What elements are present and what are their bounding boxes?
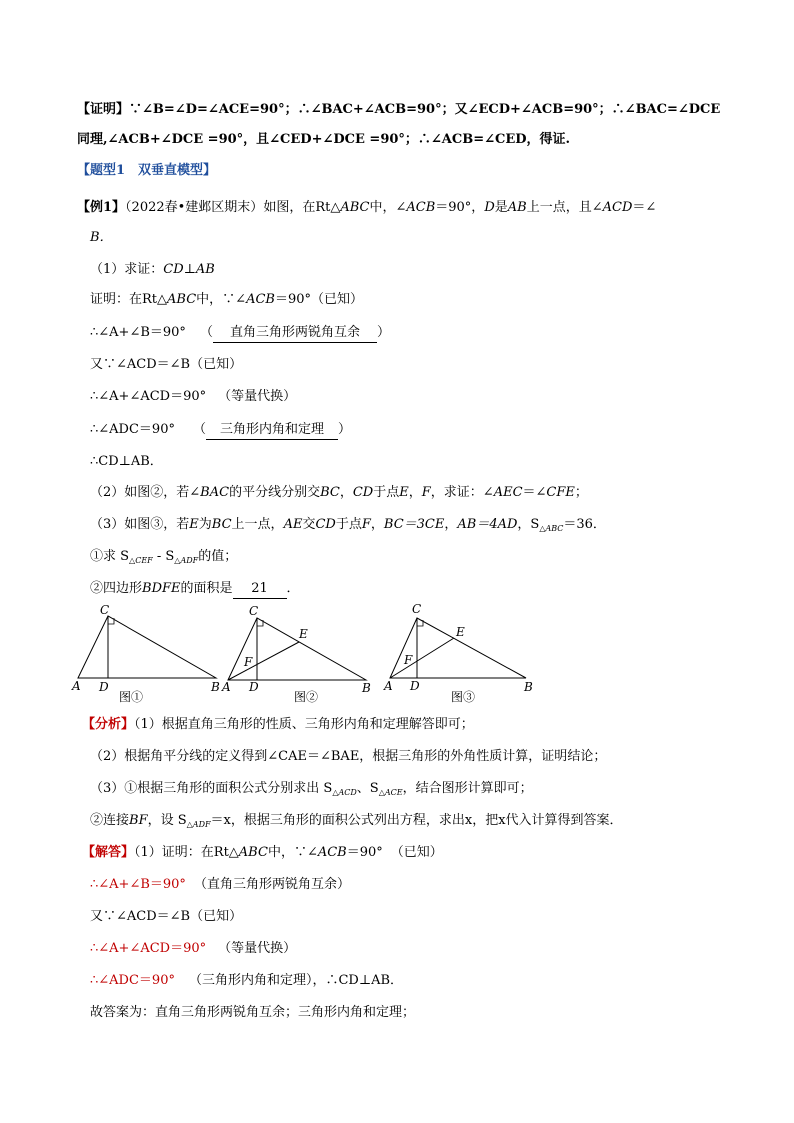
q3-part: ①求 S: [90, 549, 130, 564]
q2-math: BC: [320, 485, 340, 500]
answer-reason: （已知）: [390, 845, 443, 860]
fig2-label-d: D: [249, 680, 259, 694]
answer-reason: （三角形内角和定理），∴CD⊥AB．: [188, 973, 404, 988]
q1-step-paren: ）: [376, 325, 390, 340]
q2-math: CD: [352, 485, 374, 500]
fig3-label-a: A: [384, 679, 393, 693]
example-text: ＝∠: [632, 200, 657, 215]
q1-title-text: （1）求证：: [90, 262, 164, 277]
q3-math: BC＝3CE: [383, 517, 445, 532]
q2-math: AEC: [493, 485, 523, 500]
q2-part: ＝∠: [522, 485, 547, 500]
q1-title-math: CD⊥AB: [163, 262, 215, 277]
example-math: D: [484, 200, 495, 215]
fig1-caption: 图①: [119, 690, 144, 704]
answer-line-5: [90, 972, 403, 990]
proof-text-1: ∵∠B=∠D=∠ACE=90°；∴∠BAC+∠ACB=90°；又∠ECD+∠ACB=90°；∴∠BAC=∠DCE: [129, 102, 721, 117]
q1-step-1: [90, 324, 390, 343]
answer-text: ＝90°: [346, 845, 383, 860]
example-text: 上一点，且∠: [526, 200, 603, 215]
example-math: AB: [507, 200, 527, 215]
q3-part: 交: [302, 517, 316, 532]
q3-sub: △CEF: [129, 556, 153, 565]
q2-part: ，求证：∠: [430, 485, 494, 500]
q3-text: [90, 516, 606, 538]
q3-math: BDFE: [142, 581, 181, 596]
answer-reason: （直角三角形两锐角互余）: [193, 877, 350, 892]
analysis-line-1: [82, 716, 474, 734]
q3-math: F: [361, 517, 371, 532]
example-math: ACD: [602, 200, 633, 215]
q3-sub-2: [90, 580, 300, 599]
q3-answer-blank: 21: [233, 580, 287, 599]
q2-part: 的平分线分别交: [229, 485, 321, 500]
analysis-text: （3）①根据三角形的面积公式分别求出 S: [90, 781, 333, 796]
figures: [66, 600, 556, 706]
q1-text: 中，∵∠: [196, 292, 247, 307]
q1-step-math: ∴∠ADC＝90°: [90, 422, 175, 437]
fig1-triangle: [78, 616, 216, 678]
q3-math: E: [189, 517, 199, 532]
answer-math: ∴∠ADC＝90°: [90, 973, 175, 988]
q3-part: 于点: [335, 517, 362, 532]
fig3-label-b: B: [524, 680, 533, 694]
q1-blank-1: 直角三角形两锐角互余: [213, 324, 377, 343]
fig3-caption: 图③: [451, 690, 476, 704]
q1-proof-intro: [90, 291, 363, 309]
fig2-label-a: A: [222, 680, 231, 694]
analysis-math: BF: [129, 813, 148, 828]
analysis-text: ②连接: [90, 813, 130, 828]
q3-math: AE: [283, 517, 303, 532]
fig3-label-e: E: [456, 625, 465, 639]
answer-line-4: [90, 940, 296, 958]
q3-part: 的值；: [198, 549, 238, 564]
q3-part: 为: [198, 517, 212, 532]
q1-step-reason: （等量代换）: [218, 389, 297, 404]
analysis-label: 【分析】: [82, 717, 135, 732]
q2-part: ；: [574, 485, 588, 500]
q2-math: F: [421, 485, 431, 500]
fig2-label-f: F: [244, 655, 253, 669]
q1-text: 证明：在Rt△: [90, 292, 168, 307]
fig3-label-c: C: [412, 602, 422, 616]
q3-part: 上一点，: [231, 517, 284, 532]
fig3-label-f: F: [404, 653, 413, 667]
q1-blank-2: 三角形内角和定理: [206, 421, 338, 440]
example-stem: [77, 199, 656, 217]
analysis-line-3: [90, 780, 533, 802]
answer-reason: （等量代换）: [218, 941, 297, 956]
proof-label: 【证明】: [77, 102, 130, 117]
q3-part: 的面积是: [180, 581, 233, 596]
q2-part: ，: [339, 485, 353, 500]
q3-part: ，: [444, 517, 458, 532]
proof-line-2: [77, 131, 570, 149]
q3-math: CD: [315, 517, 336, 532]
q3-part: - S: [152, 549, 175, 564]
q3-math: AB＝4AD: [457, 517, 518, 532]
section-title: 【题型1 双垂直模型】: [77, 163, 217, 178]
q3-sub: △ADF: [174, 556, 199, 565]
analysis-text: ，结合图形计算即可；: [402, 781, 533, 796]
answer-math: ACB: [317, 845, 347, 860]
answer-math: ∴∠A+∠ACD＝90°: [90, 941, 207, 956]
q3-part: ．: [286, 581, 300, 596]
example-math: ABC: [340, 200, 370, 215]
q3-part: ，: [370, 517, 384, 532]
fig1-label-b: B: [211, 680, 220, 694]
q2-math: CFE: [546, 485, 575, 500]
q3-math: BC: [211, 517, 232, 532]
fig2-label-c: C: [249, 604, 259, 618]
fig2-bisector: [228, 642, 299, 680]
answer-label: 【解答】: [82, 845, 135, 860]
fig1-label-c: C: [100, 603, 110, 617]
figure-1: [71, 603, 220, 704]
analysis-text: ＝x，根据三角形的面积公式列出方程，求出x，把x代入计算得到答案．: [210, 813, 623, 828]
q1-math: ACB: [246, 292, 275, 307]
example-source: （2022春•建邺区期末）: [125, 200, 264, 215]
fig3-label-d: D: [410, 679, 420, 693]
q2-math: E: [399, 485, 409, 500]
analysis-line-2: （2）根据角平分线的定义得到∠CAE＝∠BAE，根据三角形的外角性质计算，证明结论；: [90, 749, 607, 764]
answer-math: ∴∠A+∠B＝90°: [90, 877, 186, 892]
q3-part: ，S: [517, 517, 540, 532]
q1-step-2: 又∵∠ACD＝∠B（已知）: [90, 357, 243, 372]
q3-part: ＝36．: [563, 517, 606, 532]
figure-3: [383, 602, 533, 704]
q1-title: [90, 261, 215, 279]
q2-part: 于点: [373, 485, 400, 500]
answer-line-6: 故答案为：直角三角形两锐角互余；三角形内角和定理；: [90, 1005, 416, 1020]
example-stem-line-2: B．: [90, 230, 113, 245]
q1-step-paren: （: [199, 325, 213, 340]
q1-step-4: [90, 421, 351, 440]
example-text: 中，∠: [369, 200, 407, 215]
q1-step-3: [90, 388, 296, 406]
fig2-label-e: E: [299, 627, 308, 641]
fig1-label-a: A: [72, 679, 81, 693]
answer-line-3: 又∵∠ACD＝∠B（已知）: [90, 909, 243, 924]
answer-math: ABC: [238, 845, 268, 860]
q3-sub-1: [90, 548, 237, 570]
analysis-line-4: [90, 812, 623, 834]
fig2-label-b: B: [362, 681, 371, 695]
q1-math: ABC: [167, 292, 197, 307]
analysis-text: （1）根据直角三角形的性质、三角形内角和定理解答即可；: [134, 717, 474, 732]
example-text: 如图，在Rt△: [263, 200, 341, 215]
example-label: 【例1】: [77, 200, 126, 215]
fig3-segment-ae: [390, 638, 454, 678]
q1-step-math: ∴∠A+∠ACD＝90°: [90, 389, 207, 404]
q3-part: （3）如图③，若: [90, 517, 190, 532]
analysis-text: ，设 S: [147, 813, 187, 828]
analysis-sub: △ACE: [378, 788, 403, 797]
analysis-text: 、S: [356, 781, 379, 796]
example-text: ＝90°，: [435, 200, 485, 215]
answer-text: 中，∵∠: [267, 845, 318, 860]
q3-sub: △ABC: [539, 524, 564, 533]
q1-step-paren: ）: [337, 422, 351, 437]
example-math: ACB: [406, 200, 436, 215]
answer-line-1: [82, 844, 443, 862]
q3-part: ②四边形: [90, 581, 143, 596]
q2-text: [90, 484, 588, 502]
q2-math: BAC: [200, 485, 230, 500]
fig2-triangle: [228, 618, 366, 680]
q2-part: （2）如图②，若∠: [90, 485, 201, 500]
q1-step-paren: （: [192, 422, 206, 437]
fig1-label-d: D: [99, 680, 109, 694]
proof-text-2: 同理,∠ACB+∠DCE =90°，且∠CED+∠DCE =90°；∴∠ACB=∠CED，得证.: [77, 132, 571, 147]
answer-line-2: [90, 876, 350, 894]
figure-2: [221, 604, 371, 704]
fig2-caption: 图②: [294, 690, 319, 704]
q1-step-math: ∴∠A+∠B＝90°: [90, 325, 186, 340]
proof-line-1: [77, 101, 720, 119]
analysis-sub: △ADF: [186, 820, 211, 829]
q1-text: ＝90°（已知）: [274, 292, 363, 307]
analysis-sub: △ACD: [332, 788, 357, 797]
q2-part: ，: [408, 485, 422, 500]
example-text: 是: [494, 200, 508, 215]
q1-step-5: ∴CD⊥AB．: [90, 454, 163, 469]
answer-text: （1）证明：在Rt△: [134, 845, 239, 860]
